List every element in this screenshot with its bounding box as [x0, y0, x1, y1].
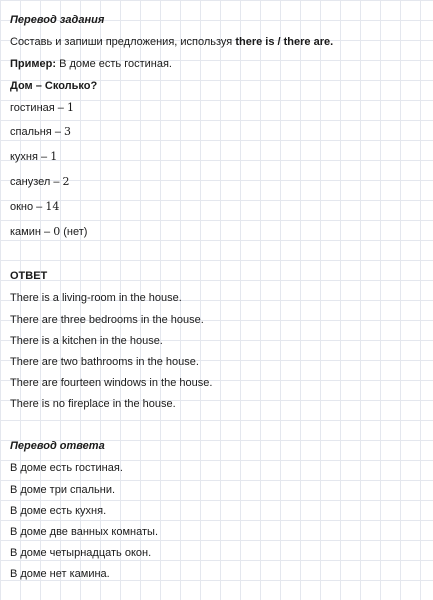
item-row — [10, 150, 57, 164]
item-count: 1 — [50, 150, 58, 163]
task-example — [10, 57, 172, 71]
answer-line: There is a kitchen in the house. — [10, 335, 163, 347]
item-name: камин — [10, 226, 41, 238]
translation-line: В доме четырнадцать окон. — [10, 547, 152, 559]
item-separator: – — [54, 102, 67, 114]
item-row — [10, 225, 87, 239]
instruction-text: Составь и запиши предложения, используя — [10, 36, 236, 48]
answer-line: There is no fireplace in the house. — [10, 398, 176, 410]
item-row — [10, 125, 71, 139]
item-separator: – — [40, 226, 54, 238]
answer-line: There are two bathrooms in the house. — [10, 356, 199, 368]
item-name: гостиная — [10, 102, 55, 114]
translation-line: В доме три спальни. — [10, 484, 116, 496]
translation-title: Перевод ответа — [10, 440, 105, 452]
item-name: окно — [10, 201, 34, 213]
translation-line: В доме есть гостиная. — [10, 462, 123, 474]
item-name: спальня — [10, 126, 52, 138]
answer-line: There are fourteen windows in the house. — [10, 377, 213, 389]
item-count: 2 — [62, 175, 70, 188]
item-count: 1 — [66, 101, 74, 114]
item-name: санузел — [10, 176, 51, 188]
example-label: Пример: — [10, 58, 57, 70]
item-note: (нет) — [60, 226, 88, 238]
item-name: кухня — [10, 151, 38, 163]
item-count: 14 — [45, 200, 60, 213]
item-separator: – — [33, 201, 46, 213]
item-row — [10, 101, 74, 115]
instruction-grammar: there is / there are. — [235, 36, 334, 48]
item-separator: – — [37, 151, 51, 163]
answer-title: ОТВЕТ — [10, 270, 48, 282]
item-count: 3 — [64, 125, 71, 138]
item-row — [10, 175, 70, 189]
answer-line: There are three bedrooms in the house. — [10, 314, 204, 326]
item-separator: – — [50, 176, 63, 188]
item-separator: – — [51, 126, 64, 138]
task-question: Дом – Сколько? — [10, 80, 98, 92]
translation-line: В доме две ванных комнаты. — [10, 526, 158, 538]
item-row — [10, 200, 59, 214]
translation-line: В доме нет камина. — [10, 568, 110, 580]
answer-line: There is a living-room in the house. — [10, 292, 182, 304]
item-count: 0 — [53, 225, 61, 238]
task-title: Перевод задания — [10, 14, 105, 26]
translation-line: В доме есть кухня. — [10, 505, 107, 517]
example-text: В доме есть гостиная. — [56, 58, 172, 70]
task-instruction — [10, 35, 333, 49]
